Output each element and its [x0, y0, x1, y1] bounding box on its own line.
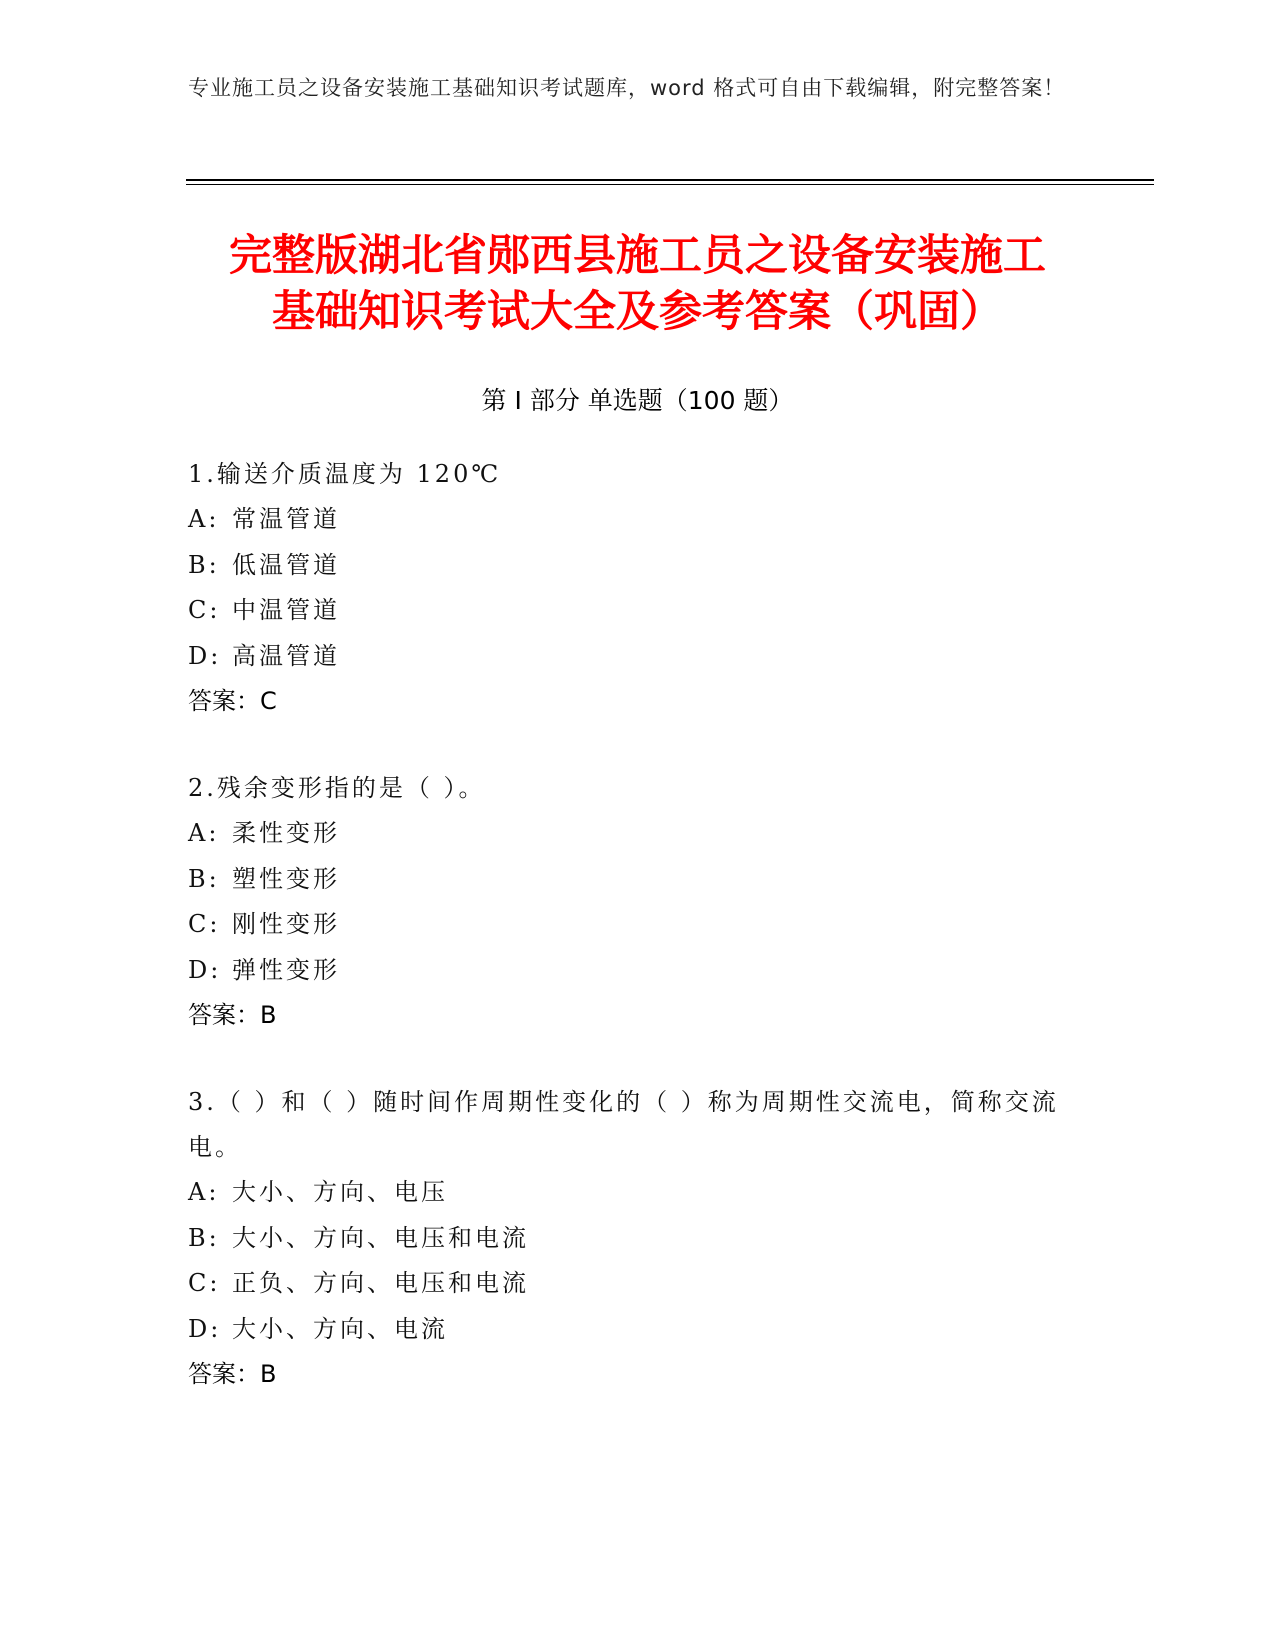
option-key: B: [188, 1223, 220, 1252]
option-text: 高温管道 [232, 641, 340, 670]
option-b [188, 1216, 1088, 1262]
option-a [188, 497, 1088, 543]
option-a [188, 811, 1088, 857]
option-text: 低温管道 [232, 550, 340, 579]
option-c [188, 1261, 1088, 1307]
option-text: 大小、方向、电压 [232, 1178, 448, 1206]
question-stem: 2.残余变形指的是（ ）。 [188, 774, 486, 802]
header-note: 专业施工员之设备安装施工基础知识考试题库，word 格式可自由下载编辑，附完整答案！ [188, 76, 1066, 100]
question-3 [188, 1080, 1088, 1397]
option-b [188, 857, 1088, 903]
option-text: 大小、方向、电压和电流 [232, 1223, 529, 1252]
option-key: D: [188, 641, 222, 670]
option-key: C: [188, 596, 221, 624]
option-text: 塑性变形 [232, 864, 340, 893]
option-d [188, 1307, 1088, 1353]
option-key: C: [188, 1269, 221, 1297]
option-key: D: [188, 1314, 222, 1343]
option-text: 大小、方向、电流 [232, 1314, 448, 1343]
option-key: A: [188, 819, 220, 847]
question-stem: 1.输送介质温度为 120℃ [188, 460, 502, 488]
section-heading: 第 I 部分 单选题（100 题） [481, 386, 794, 415]
option-text: 弹性变形 [232, 955, 340, 984]
option-text: 常温管道 [232, 505, 340, 533]
option-key: D: [188, 955, 222, 984]
option-d [188, 634, 1088, 680]
option-d [188, 948, 1088, 994]
document-title-line-2: 基础知识考试大全及参考答案（巩固） [272, 287, 1003, 337]
answer: 答案：C [188, 687, 277, 715]
question-stem: 3.（ ）和（ ）随时间作周期性变化的（ ）称为周期性交流电，简称交流电。 [188, 1088, 1059, 1161]
answer: 答案：B [188, 1360, 277, 1388]
option-text: 中温管道 [232, 596, 340, 624]
option-text: 正负、方向、电压和电流 [232, 1269, 529, 1297]
header-rule-thin [186, 184, 1154, 185]
question-1 [188, 452, 1088, 724]
option-key: B: [188, 864, 220, 893]
option-c [188, 902, 1088, 948]
document-title-line-1: 完整版湖北省郧西县施工员之设备安装施工 [229, 231, 1046, 281]
option-a [188, 1170, 1088, 1216]
option-key: A: [188, 1178, 220, 1206]
document-title [150, 228, 1125, 340]
answer: 答案：B [188, 1001, 277, 1029]
option-text: 柔性变形 [232, 819, 340, 847]
header-rule-thick [186, 179, 1154, 181]
option-key: B: [188, 550, 220, 579]
option-key: A: [188, 505, 220, 533]
option-key: C: [188, 910, 221, 938]
option-b [188, 543, 1088, 589]
question-2 [188, 766, 1088, 1038]
option-c [188, 588, 1088, 634]
option-text: 刚性变形 [232, 910, 340, 938]
